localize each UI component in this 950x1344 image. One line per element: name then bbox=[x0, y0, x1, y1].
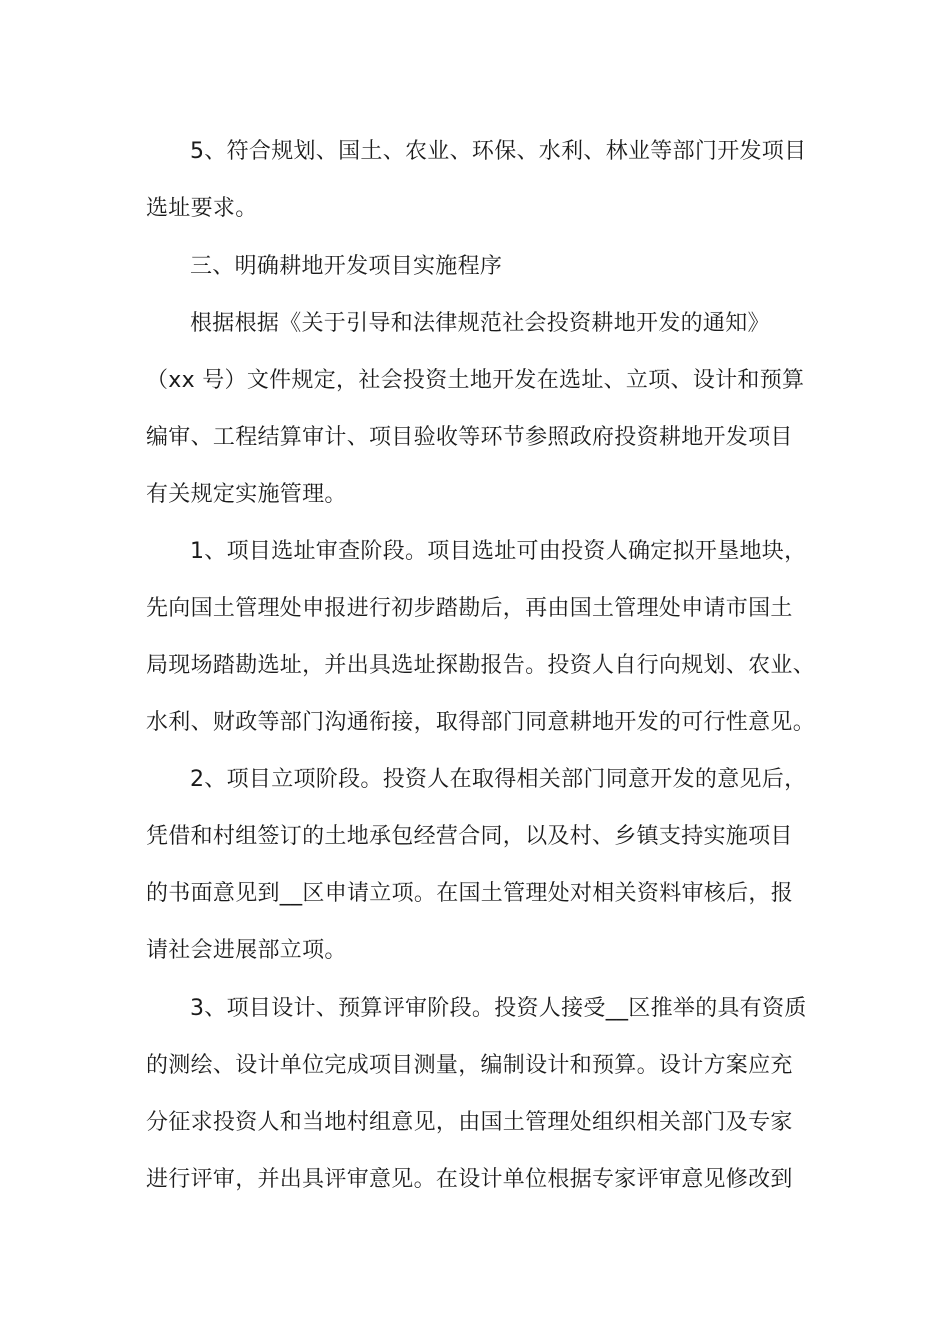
text-line-5: （xx 号）文件规定，社会投资土地开发在选址、立项、设计和预算 bbox=[146, 368, 805, 393]
text-line-14: 的书面意见到__区申请立项。在国土管理处对相关资料审核后，报 bbox=[146, 881, 794, 906]
text-line-17: 的测绘、设计单位完成项目测量，编制设计和预算。设计方案应充 bbox=[146, 1053, 793, 1078]
text-line-2: 选址要求。 bbox=[146, 196, 258, 221]
text-line-4: 根据根据《关于引导和法律规范社会投资耕地开发的通知》 bbox=[190, 311, 770, 336]
text-line-12: 2、项目立项阶段。投资人在取得相关部门同意开发的意见后， bbox=[190, 767, 807, 792]
text-line-18: 分征求投资人和当地村组意见，由国土管理处组织相关部门及专家 bbox=[146, 1110, 793, 1135]
text-line-8: 1、项目选址审查阶段。项目选址可由投资人确定拟开垦地块， bbox=[190, 539, 807, 564]
text-line-11: 水利、财政等部门沟通衔接，取得部门同意耕地开发的可行性意见。 bbox=[146, 710, 816, 735]
text-line-10: 局现场踏勘选址，并出具选址探勘报告。投资人自行向规划、农业、 bbox=[146, 653, 816, 678]
text-line-16: 3、项目设计、预算评审阶段。投资人接受__区推举的具有资质 bbox=[190, 996, 807, 1021]
section-heading: 三、明确耕地开发项目实施程序 bbox=[190, 254, 503, 279]
text-line-6: 编审、工程结算审计、项目验收等环节参照政府投资耕地开发项目 bbox=[146, 425, 793, 450]
text-line-19: 进行评审，并出具评审意见。在设计单位根据专家评审意见修改到 bbox=[146, 1167, 793, 1192]
text-line-7: 有关规定实施管理。 bbox=[146, 482, 347, 507]
text-line-13: 凭借和村组签订的土地承包经营合同，以及村、乡镇支持实施项目 bbox=[146, 824, 793, 849]
text-line-9: 先向国土管理处申报进行初步踏勘后，再由国土管理处申请市国土 bbox=[146, 596, 793, 621]
text-line-15: 请社会进展部立项。 bbox=[146, 938, 347, 963]
text-line-1: 5、符合规划、国土、农业、环保、水利、林业等部门开发项目 bbox=[190, 139, 807, 164]
